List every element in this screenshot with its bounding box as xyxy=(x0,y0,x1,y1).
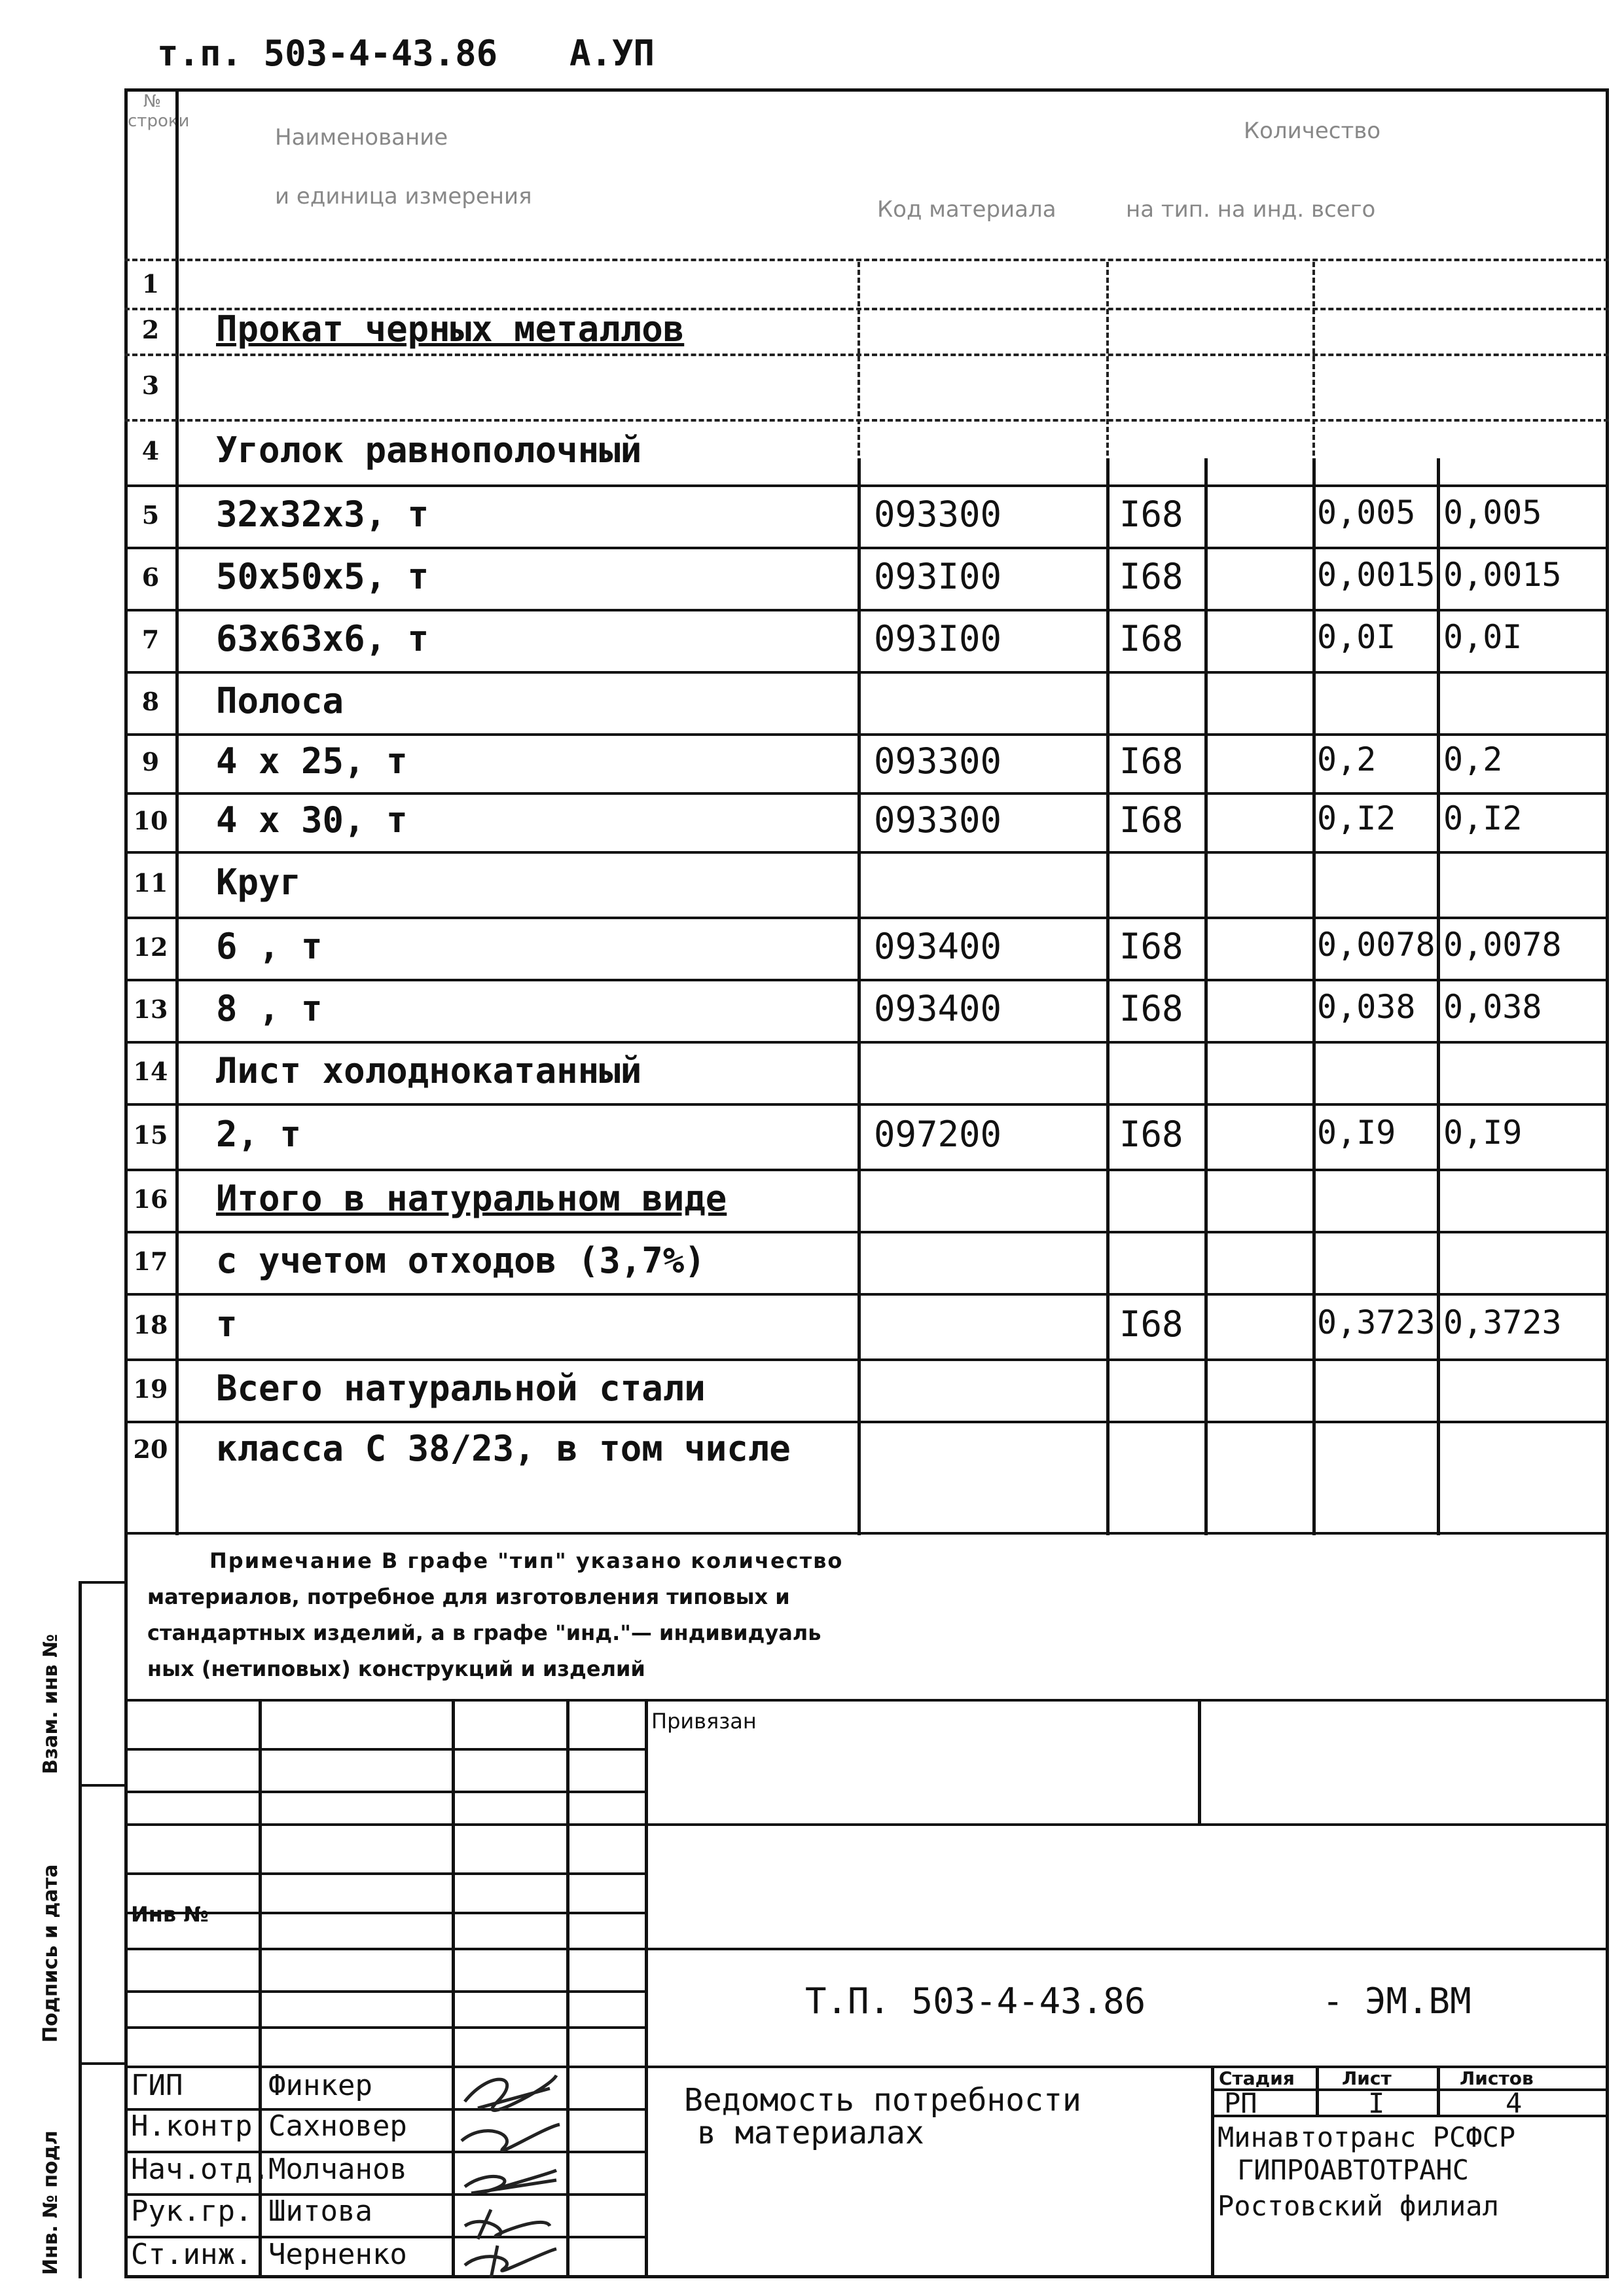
margin-vzam-inv: Взам. инв № xyxy=(39,1633,62,1774)
signer-name: Шитова xyxy=(268,2195,372,2228)
stamp-line-1 xyxy=(124,1748,645,1751)
row-count: I68 xyxy=(1119,1303,1183,1345)
signer-role: Н.контр xyxy=(131,2109,253,2143)
row-number: 10 xyxy=(133,806,168,835)
note-line-1: Примечание В графе "тип" указано количество xyxy=(209,1548,844,1573)
signer-name: Молчанов xyxy=(268,2153,407,2186)
row-total: 0,3723 xyxy=(1443,1303,1562,1341)
margin-line-1 xyxy=(79,1581,124,1584)
row-separator xyxy=(124,1103,1609,1106)
row-total: 0,0078 xyxy=(1443,925,1562,964)
margin-inv-podl: Инв. № подл xyxy=(39,2130,62,2275)
row-separator xyxy=(124,851,1609,854)
row-count: I68 xyxy=(1119,1114,1183,1155)
header-name-line1: Наименование xyxy=(275,124,448,151)
stamp-doc-code: Т.П. 503-4-43.86 xyxy=(805,1980,1146,2022)
row-count: I68 xyxy=(1119,799,1183,841)
row-number: 16 xyxy=(133,1184,168,1214)
ind-col-divider-top xyxy=(1312,262,1315,471)
signer-role: Ст.инж. xyxy=(131,2238,253,2271)
row-ind-qty: 0,I9 xyxy=(1317,1114,1396,1152)
row-number: 13 xyxy=(133,994,168,1024)
signer-role: Нач.отд. xyxy=(131,2153,270,2186)
header-qty: Количество xyxy=(1244,118,1381,144)
row-number: 1 xyxy=(141,269,160,299)
privyazan-label: Привязан xyxy=(651,1709,757,1734)
stamp-doc-suffix: - ЭМ.ВМ xyxy=(1322,1980,1471,2022)
row-number: 11 xyxy=(133,868,168,898)
row-separator xyxy=(124,671,1609,674)
document-code: т.п. 503-4-43.86 xyxy=(157,33,498,74)
row-separator xyxy=(124,354,1609,356)
count-col-divider-top xyxy=(1106,262,1109,471)
stamp-top-line xyxy=(124,1699,1609,1702)
row-name: Лист холоднокатанный xyxy=(216,1049,642,1091)
stamp-line-4 xyxy=(124,1872,645,1875)
row-total: 0,I2 xyxy=(1443,799,1523,837)
row-count: I68 xyxy=(1119,493,1183,535)
list-value: I xyxy=(1368,2087,1385,2119)
row-separator xyxy=(124,1169,1609,1171)
signer-name: Сахновер xyxy=(268,2109,407,2143)
row-name: 32х32х3, т xyxy=(216,493,429,535)
row-name: с учетом отходов (3,7%) xyxy=(216,1239,706,1281)
row-name: Итого в натуральном виде xyxy=(216,1177,727,1219)
row-code: 093300 xyxy=(874,493,1002,535)
row-count: I68 xyxy=(1119,617,1183,659)
row-name: Полоса xyxy=(216,680,344,721)
margin-line-3 xyxy=(79,2062,124,2065)
header-code: Код материала xyxy=(877,196,1056,223)
row-ind-qty: 0,038 xyxy=(1317,987,1416,1026)
signer-name: Финкер xyxy=(268,2069,372,2102)
row-number: 5 xyxy=(141,500,160,530)
row-ind-qty: 0,0078 xyxy=(1317,925,1435,964)
row-total: 0,I9 xyxy=(1443,1114,1523,1152)
stamp-line-7 xyxy=(124,1990,645,1993)
row-ind-qty: 0,2 xyxy=(1317,740,1377,778)
list-label: Лист xyxy=(1342,2068,1392,2089)
row-separator xyxy=(124,979,1609,981)
row-ind-qty: 0,0I xyxy=(1317,617,1396,656)
org-line-2: ГИПРОАВТОТРАНС xyxy=(1237,2154,1470,2186)
listov-value: 4 xyxy=(1506,2087,1523,2119)
stamp-stadia-divider xyxy=(1211,2066,1214,2278)
row-code: 093I00 xyxy=(874,555,1002,597)
note-line-3: стандартных изделий, а в графе "инд."— индивидуаль xyxy=(147,1620,821,1645)
row-number: 14 xyxy=(133,1056,168,1086)
count2-col-divider xyxy=(1204,458,1208,1535)
stamp-line-8 xyxy=(124,2026,645,2029)
row-ind-qty: 0,005 xyxy=(1317,493,1416,532)
row-number: 15 xyxy=(133,1120,168,1150)
row-count: I68 xyxy=(1119,740,1183,782)
row-ind-qty: 0,I2 xyxy=(1317,799,1396,837)
row-code: 093400 xyxy=(874,925,1002,967)
row-name: Всего натуральной стали xyxy=(216,1367,706,1409)
row-separator xyxy=(124,792,1609,795)
header-bottom-line xyxy=(124,259,1609,261)
count-col-divider xyxy=(1106,458,1110,1535)
row-separator xyxy=(124,1421,1609,1423)
stamp-title-line-2: в материалах xyxy=(697,2115,924,2151)
stadia-label: Стадия xyxy=(1219,2068,1295,2089)
row-number: 12 xyxy=(133,932,168,962)
stamp-divider-main xyxy=(645,1699,648,2278)
margin-podpis-data: Подпись и дата xyxy=(39,1864,62,2043)
row-count: I68 xyxy=(1119,555,1183,597)
row-number: 17 xyxy=(133,1246,168,1276)
row-number: 3 xyxy=(141,371,160,400)
row-total: 0,0015 xyxy=(1443,555,1562,594)
row-code: 097200 xyxy=(874,1114,1002,1155)
margin-line-2 xyxy=(79,1784,124,1787)
row-separator xyxy=(124,917,1609,919)
row-name: класса С 38/23, в том числе xyxy=(216,1428,791,1469)
row-separator xyxy=(124,733,1609,736)
stadia-value: РП xyxy=(1224,2087,1257,2119)
stamp-divider-privyazan xyxy=(1198,1699,1201,1823)
stamp-stadia-line-2 xyxy=(1211,2115,1609,2117)
signer-name: Черненко xyxy=(268,2238,407,2271)
row-name: 6 , т xyxy=(216,925,323,967)
stamp-line-3 xyxy=(124,1823,1609,1826)
margin-line-left xyxy=(79,1581,82,2278)
row-separator xyxy=(124,484,1609,487)
row-number: 18 xyxy=(133,1310,168,1339)
row-total: 0,0I xyxy=(1443,617,1523,656)
row-separator xyxy=(124,609,1609,611)
signer-role: ГИП xyxy=(131,2069,183,2102)
row-name: 2, т xyxy=(216,1114,302,1155)
row-ind-qty: 0,0015 xyxy=(1317,555,1435,594)
note-line-4: ных (нетиповых) конструкций и изделий xyxy=(147,1656,645,1681)
row-ind-qty: 0,3723 xyxy=(1317,1303,1435,1341)
org-line-3: Ростовский филиал xyxy=(1218,2190,1499,2222)
row-total: 0,038 xyxy=(1443,987,1542,1026)
org-line-1: Минавтотранс РСФСР xyxy=(1218,2121,1516,2153)
ind-col-divider xyxy=(1312,458,1316,1535)
row-number: 20 xyxy=(133,1434,168,1464)
row-separator xyxy=(124,547,1609,549)
row-number: 6 xyxy=(141,562,160,592)
stamp-line-6 xyxy=(124,1948,1609,1950)
stamp-divider-a xyxy=(259,1699,262,2278)
stamp-line-2 xyxy=(124,1791,645,1793)
header-qty-sub: на тип. на инд. всего xyxy=(1126,196,1376,223)
row-code: 093I00 xyxy=(874,617,1002,659)
row-total: 0,2 xyxy=(1443,740,1503,778)
table-bottom-line xyxy=(124,1532,1609,1535)
row-separator xyxy=(124,1293,1609,1296)
row-name: 50х50х5, т xyxy=(216,555,429,597)
row-count: I68 xyxy=(1119,925,1183,967)
row-total: 0,005 xyxy=(1443,493,1542,532)
row-name: Уголок равнополочный xyxy=(216,429,642,471)
row-code: 093400 xyxy=(874,987,1002,1029)
row-separator xyxy=(124,1231,1609,1233)
sheet-mark: А.УП xyxy=(569,33,655,74)
row-number: 8 xyxy=(141,686,160,716)
row-number: 19 xyxy=(133,1374,168,1404)
row-name: Круг xyxy=(216,862,302,903)
signer-role: Рук.гр. xyxy=(131,2195,253,2228)
inv-no-label: Инв № xyxy=(131,1902,209,1927)
total-col-divider xyxy=(1437,458,1440,1535)
row-count: I68 xyxy=(1119,987,1183,1029)
row-name: 4 х 25, т xyxy=(216,740,408,782)
row-code: 093300 xyxy=(874,740,1002,782)
signatures-drawing xyxy=(452,2062,569,2278)
row-separator xyxy=(124,419,1609,422)
row-number: 9 xyxy=(141,747,160,776)
header-name-line2: и единица измерения xyxy=(275,183,532,210)
row-name: 8 , т xyxy=(216,987,323,1029)
row-name: 63х63х6, т xyxy=(216,617,429,659)
note-line-2: материалов, потребное для изготовления типовых и xyxy=(147,1584,790,1609)
code-col-divider-top xyxy=(857,262,860,471)
row-name: 4 х 30, т xyxy=(216,799,408,841)
row-code: 093300 xyxy=(874,799,1002,841)
row-name: т xyxy=(216,1303,238,1345)
header-row-label: № строки xyxy=(128,92,190,131)
row-number: 2 xyxy=(141,315,160,344)
row-number: 7 xyxy=(141,624,160,654)
listov-label: Листов xyxy=(1460,2068,1534,2089)
row-separator xyxy=(124,1358,1609,1361)
stamp-title-line-1: Ведомость потребности xyxy=(684,2082,1081,2119)
row-separator xyxy=(124,1041,1609,1044)
row-name: Прокат черных металлов xyxy=(216,308,685,350)
row-number: 4 xyxy=(141,436,160,465)
code-col-divider xyxy=(857,458,861,1535)
